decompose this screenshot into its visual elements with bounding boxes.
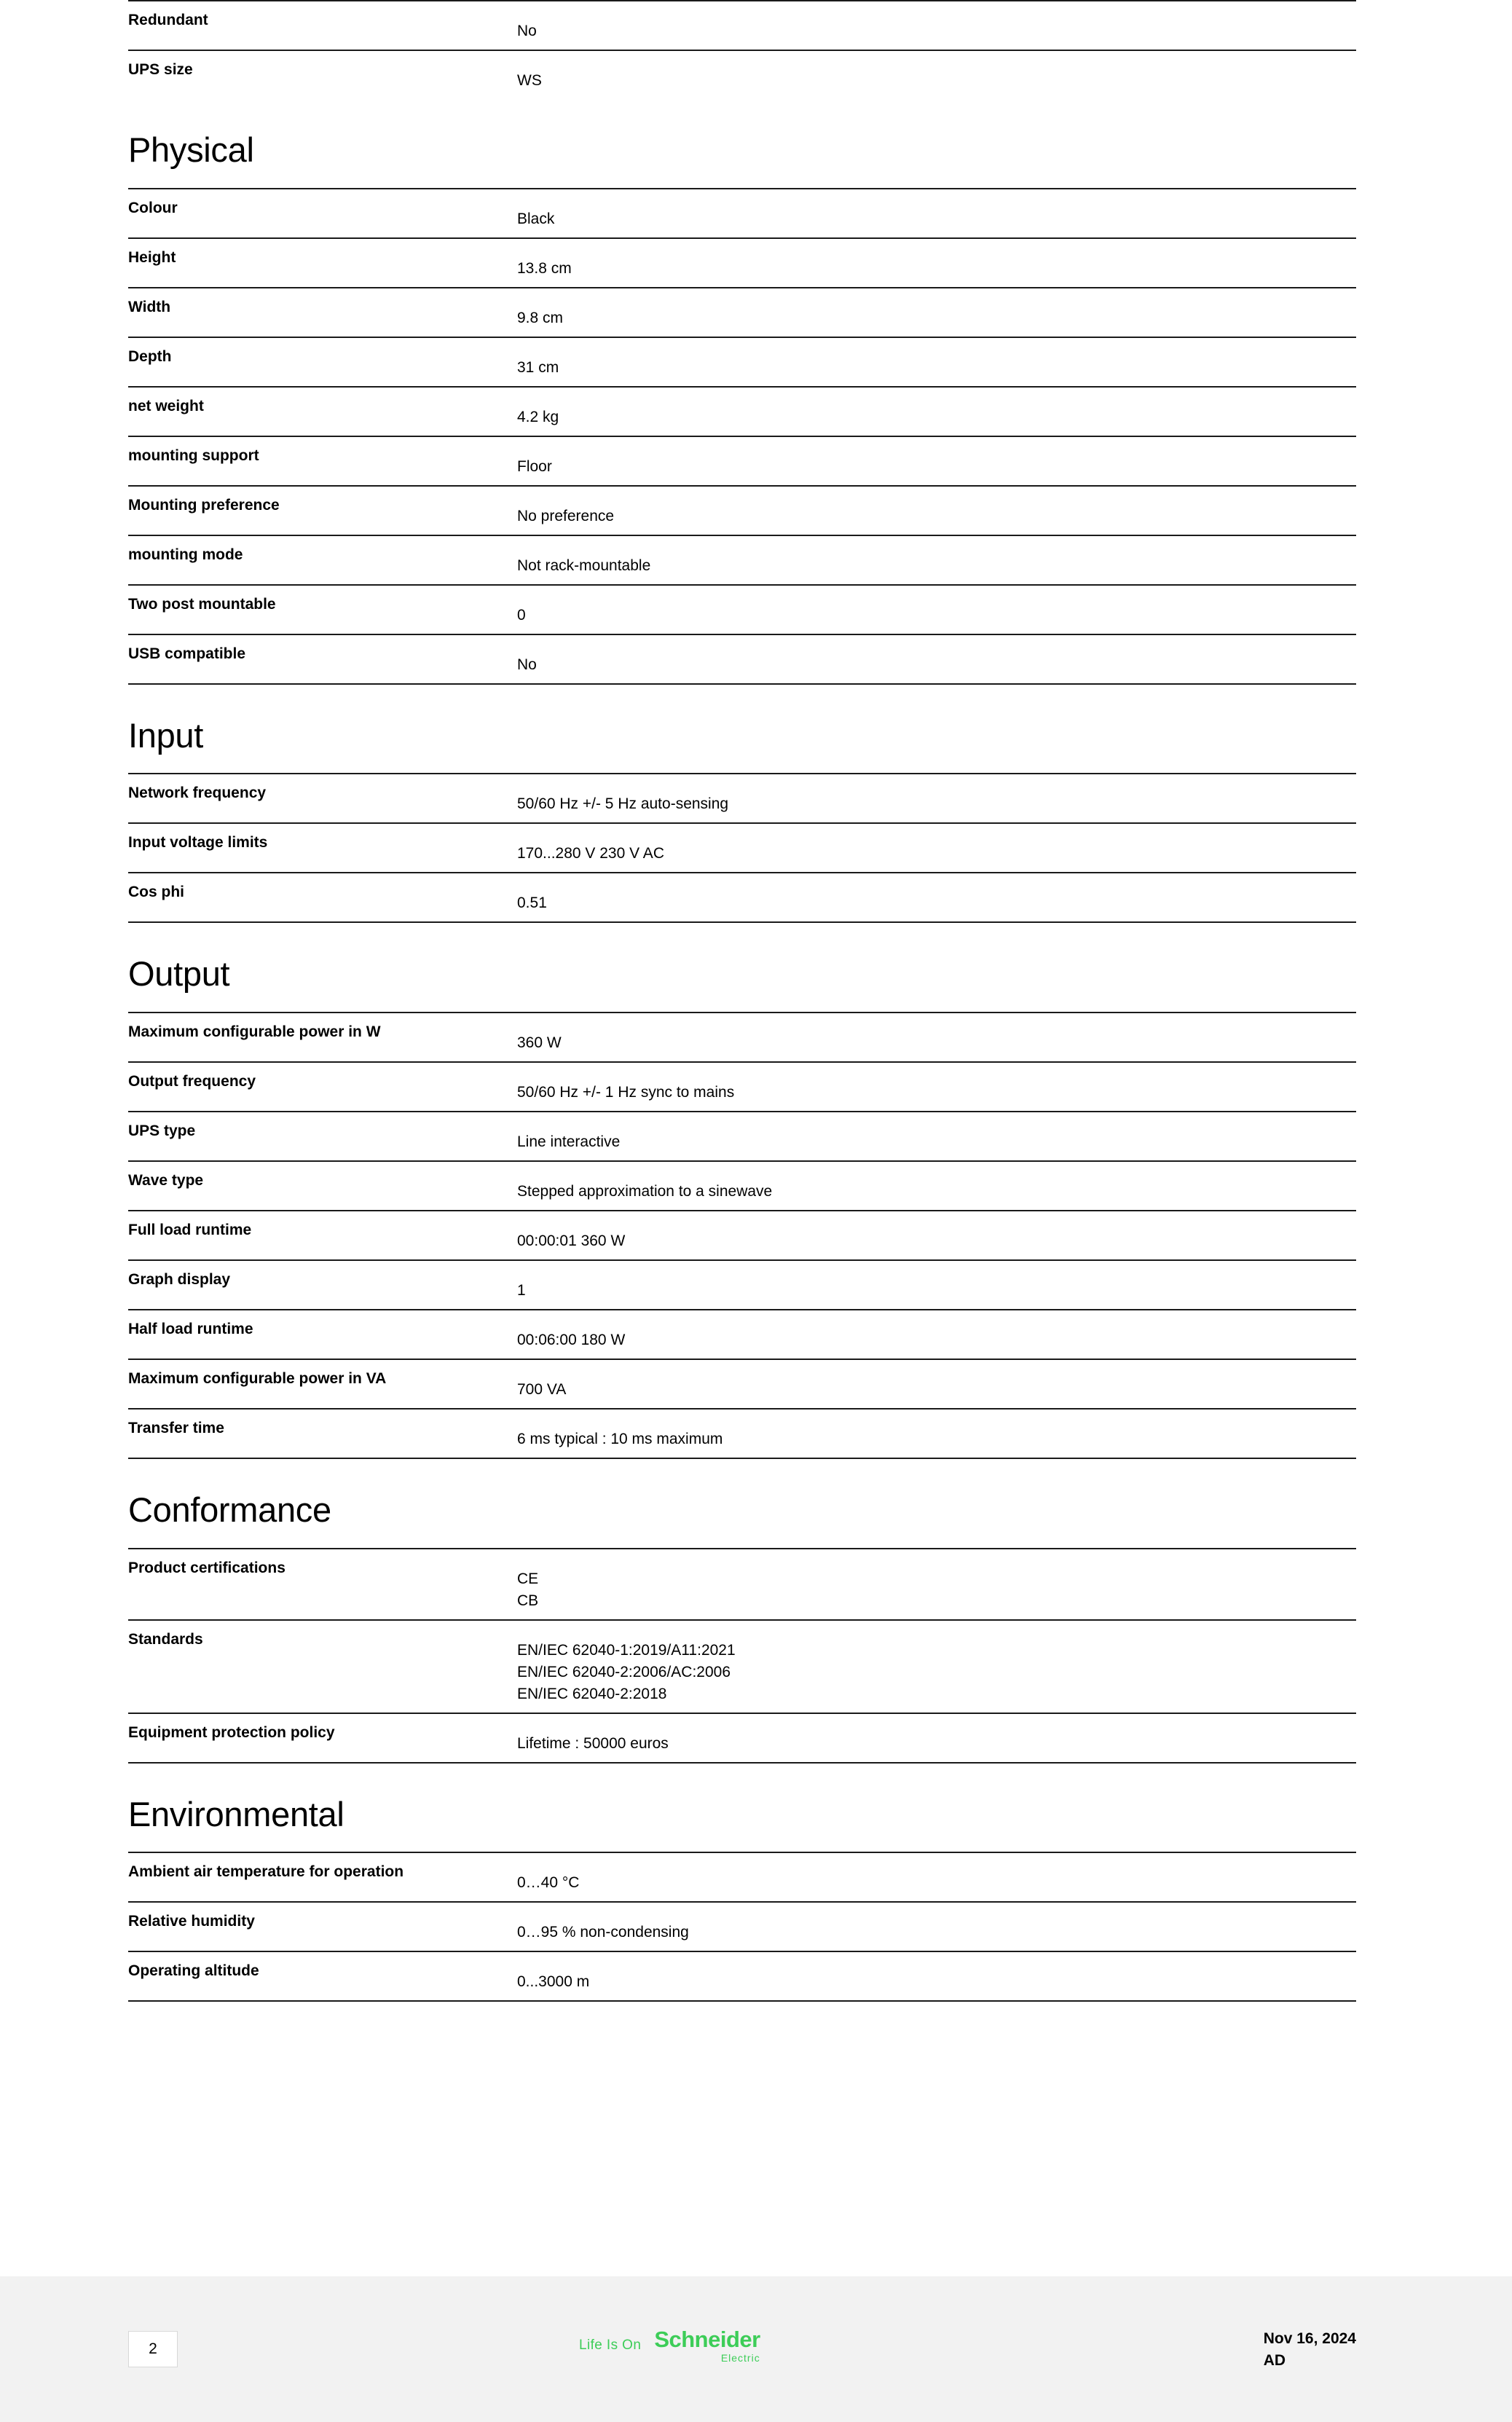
spec-row-value bbox=[511, 1549, 1356, 1620]
spec-row bbox=[128, 873, 1356, 921]
spec-row-value bbox=[511, 436, 1356, 486]
spec-value-line: Lifetime : 50000 euros bbox=[517, 1734, 669, 1752]
spec-row bbox=[128, 1310, 1356, 1359]
section-spacer bbox=[128, 923, 1356, 955]
spec-table bbox=[128, 773, 1356, 921]
spec-value-line: 00:00:01 360 W bbox=[517, 1232, 626, 1250]
spec-row-label: mounting mode bbox=[128, 535, 511, 585]
spec-row-label: net weight bbox=[128, 387, 511, 436]
spec-row-value bbox=[511, 1, 1356, 50]
spec-value-line: Floor bbox=[517, 457, 552, 475]
spec-row-label: Relative humidity bbox=[128, 1902, 511, 1951]
spec-row-value bbox=[511, 535, 1356, 585]
spec-value-line: Not rack-mountable bbox=[517, 557, 651, 574]
sections-root bbox=[128, 99, 1356, 2002]
spec-row bbox=[128, 1713, 1356, 1762]
spec-row-label: Operating altitude bbox=[128, 1951, 511, 2000]
spec-table bbox=[128, 1852, 1356, 2000]
spec-row bbox=[128, 189, 1356, 238]
spec-value-line: EN/IEC 62040-2:2018 bbox=[517, 1685, 667, 1702]
spec-value-line: EN/IEC 62040-1:2019/A11:2021 bbox=[517, 1641, 736, 1659]
spec-row bbox=[128, 50, 1356, 99]
spec-value-line: EN/IEC 62040-2:2006/AC:2006 bbox=[517, 1663, 731, 1680]
spec-row bbox=[128, 288, 1356, 337]
spec-row bbox=[128, 1013, 1356, 1062]
spec-row bbox=[128, 1902, 1356, 1951]
schneider-electric-logo bbox=[579, 2328, 760, 2363]
spec-value-line: Black bbox=[517, 210, 555, 227]
spec-row-value bbox=[511, 1112, 1356, 1161]
spec-value-line: WS bbox=[517, 72, 542, 89]
section-title: Input bbox=[128, 715, 204, 755]
section-spacer bbox=[128, 1764, 1356, 1796]
spec-row-label: Depth bbox=[128, 337, 511, 387]
spec-row-value bbox=[511, 1211, 1356, 1260]
section-spacer-small bbox=[128, 169, 1356, 188]
spec-row-value bbox=[511, 189, 1356, 238]
spec-table-continued bbox=[128, 0, 1356, 99]
spec-row-label: UPS type bbox=[128, 1112, 511, 1161]
spec-row bbox=[128, 387, 1356, 436]
spec-value-line: No bbox=[517, 656, 537, 673]
spec-value-line: 170...280 V 230 V AC bbox=[517, 845, 664, 862]
spec-row bbox=[128, 486, 1356, 535]
spec-row-value bbox=[511, 1852, 1356, 1902]
section-spacer-small bbox=[128, 1529, 1356, 1548]
spec-value-line: 0…95 % non-condensing bbox=[517, 1924, 689, 1941]
spec-row bbox=[128, 1409, 1356, 1458]
spec-row-label: Product certifications bbox=[128, 1549, 511, 1620]
brand-subname: Electric bbox=[720, 2352, 760, 2364]
spec-value-line: 6 ms typical : 10 ms maximum bbox=[517, 1431, 723, 1448]
spec-row bbox=[128, 1, 1356, 50]
spec-value-line: 4.2 kg bbox=[517, 408, 559, 425]
spec-value-line: 0…40 °C bbox=[517, 1874, 580, 1892]
spec-row-value bbox=[511, 774, 1356, 823]
spec-row-value bbox=[511, 387, 1356, 436]
section-title: Environmental bbox=[128, 1794, 344, 1833]
spec-value-line: 0 bbox=[517, 606, 526, 624]
spec-row-value bbox=[511, 585, 1356, 634]
spec-row-value bbox=[511, 1062, 1356, 1112]
spec-row-label: Mounting preference bbox=[128, 486, 511, 535]
brand-name: Schneider bbox=[654, 2327, 760, 2352]
spec-row-label: Two post mountable bbox=[128, 585, 511, 634]
spec-value-line: No preference bbox=[517, 507, 615, 524]
spec-row bbox=[128, 238, 1356, 288]
spec-row-label: mounting support bbox=[128, 436, 511, 486]
spec-row-label: UPS size bbox=[128, 50, 511, 99]
spec-row-label: Graph display bbox=[128, 1260, 511, 1310]
spec-value-line: 9.8 cm bbox=[517, 309, 564, 326]
spec-table bbox=[128, 188, 1356, 683]
spec-value-line: 0...3000 m bbox=[517, 1973, 590, 1991]
spec-value-line: CB bbox=[517, 1592, 539, 1609]
spec-row-label: Maximum configurable power in VA bbox=[128, 1359, 511, 1409]
spec-row-label: Half load runtime bbox=[128, 1310, 511, 1359]
spec-row-value bbox=[511, 1260, 1356, 1310]
spec-row-value bbox=[511, 1902, 1356, 1951]
spec-row-value bbox=[511, 1713, 1356, 1762]
section-spacer-small bbox=[128, 754, 1356, 773]
spec-row-label: Height bbox=[128, 238, 511, 288]
spec-row bbox=[128, 1260, 1356, 1310]
spec-table-body-continued bbox=[128, 1, 1356, 99]
spec-row-value bbox=[511, 823, 1356, 873]
spec-row-label: Equipment protection policy bbox=[128, 1713, 511, 1762]
spec-row-value bbox=[511, 337, 1356, 387]
spec-row bbox=[128, 1549, 1356, 1620]
section-spacer bbox=[128, 99, 1356, 131]
schneider-wordmark bbox=[654, 2328, 760, 2363]
spec-row-value bbox=[511, 634, 1356, 683]
spec-row bbox=[128, 1951, 1356, 2000]
life-is-on-tagline: Life Is On bbox=[579, 2338, 642, 2353]
spec-row-value bbox=[511, 1359, 1356, 1409]
spec-row-label: Redundant bbox=[128, 1, 511, 50]
spec-row bbox=[128, 1112, 1356, 1161]
spec-row-label: Network frequency bbox=[128, 774, 511, 823]
spec-value-line: 700 VA bbox=[517, 1381, 567, 1399]
spec-row bbox=[128, 1211, 1356, 1260]
footer-date: Nov 16, 2024 bbox=[1263, 2330, 1356, 2347]
section-bottom-rule bbox=[128, 2000, 1356, 2002]
spec-row-label: Full load runtime bbox=[128, 1211, 511, 1260]
section-title: Conformance bbox=[128, 1490, 331, 1530]
spec-value-line: No bbox=[517, 23, 537, 39]
spec-value-line: 360 W bbox=[517, 1034, 562, 1052]
spec-row-value bbox=[511, 1013, 1356, 1062]
spec-row-value bbox=[511, 1409, 1356, 1458]
spec-row bbox=[128, 1359, 1356, 1409]
footer-meta bbox=[1264, 2328, 1356, 2372]
spec-row bbox=[128, 1062, 1356, 1112]
spec-row-value bbox=[511, 873, 1356, 921]
spec-row-value bbox=[511, 486, 1356, 535]
spec-row-label: Colour bbox=[128, 189, 511, 238]
spec-row bbox=[128, 634, 1356, 683]
spec-value-line: Line interactive bbox=[517, 1133, 621, 1151]
spec-value-line: 00:06:00 180 W bbox=[517, 1332, 626, 1349]
spec-row-label: Cos phi bbox=[128, 873, 511, 921]
spec-row-value bbox=[511, 1310, 1356, 1359]
spec-value-line: 50/60 Hz +/- 1 Hz sync to mains bbox=[517, 1084, 735, 1101]
spec-row bbox=[128, 1852, 1356, 1902]
spec-row-label: Wave type bbox=[128, 1161, 511, 1211]
section-title: Output bbox=[128, 954, 230, 994]
spec-row-label: Maximum configurable power in W bbox=[128, 1013, 511, 1062]
spec-row-value bbox=[511, 1620, 1356, 1713]
document-content bbox=[128, 0, 1356, 2002]
spec-value-line: CE bbox=[517, 1570, 539, 1587]
spec-row bbox=[128, 535, 1356, 585]
spec-row bbox=[128, 823, 1356, 873]
spec-row-value bbox=[511, 1951, 1356, 2000]
spec-value-line: 13.8 cm bbox=[517, 259, 572, 277]
spec-row-label: Width bbox=[128, 288, 511, 337]
section-spacer bbox=[128, 1459, 1356, 1491]
spec-value-line: 50/60 Hz +/- 5 Hz auto-sensing bbox=[517, 795, 729, 813]
spec-row-value bbox=[511, 238, 1356, 288]
section-spacer-small bbox=[128, 993, 1356, 1012]
spec-row-label: Ambient air temperature for operation bbox=[128, 1852, 511, 1902]
spec-row-label: Input voltage limits bbox=[128, 823, 511, 873]
spec-table bbox=[128, 1548, 1356, 1762]
spec-table bbox=[128, 1012, 1356, 1458]
spec-row bbox=[128, 774, 1356, 823]
spec-row-label: Output frequency bbox=[128, 1062, 511, 1112]
spec-value-line: 31 cm bbox=[517, 358, 559, 376]
footer-code: AD bbox=[1263, 2352, 1286, 2369]
section-spacer bbox=[128, 685, 1356, 717]
spec-row-label: Standards bbox=[128, 1620, 511, 1713]
spec-row bbox=[128, 1620, 1356, 1713]
spec-row-value bbox=[511, 1161, 1356, 1211]
spec-row-value bbox=[511, 50, 1356, 99]
section-spacer-small bbox=[128, 1833, 1356, 1852]
spec-value-line: 0.51 bbox=[517, 895, 547, 912]
spec-value-line: Stepped approximation to a sinewave bbox=[517, 1183, 773, 1200]
spec-row bbox=[128, 585, 1356, 634]
spec-row-label: Transfer time bbox=[128, 1409, 511, 1458]
spec-row-label: USB compatible bbox=[128, 634, 511, 683]
spec-value-line: 1 bbox=[517, 1282, 526, 1300]
spec-row bbox=[128, 1161, 1356, 1211]
spec-row bbox=[128, 436, 1356, 486]
footer-page-number: 2 bbox=[128, 2331, 178, 2367]
section-title: Physical bbox=[128, 130, 254, 169]
spec-row bbox=[128, 337, 1356, 387]
spec-row-value bbox=[511, 288, 1356, 337]
